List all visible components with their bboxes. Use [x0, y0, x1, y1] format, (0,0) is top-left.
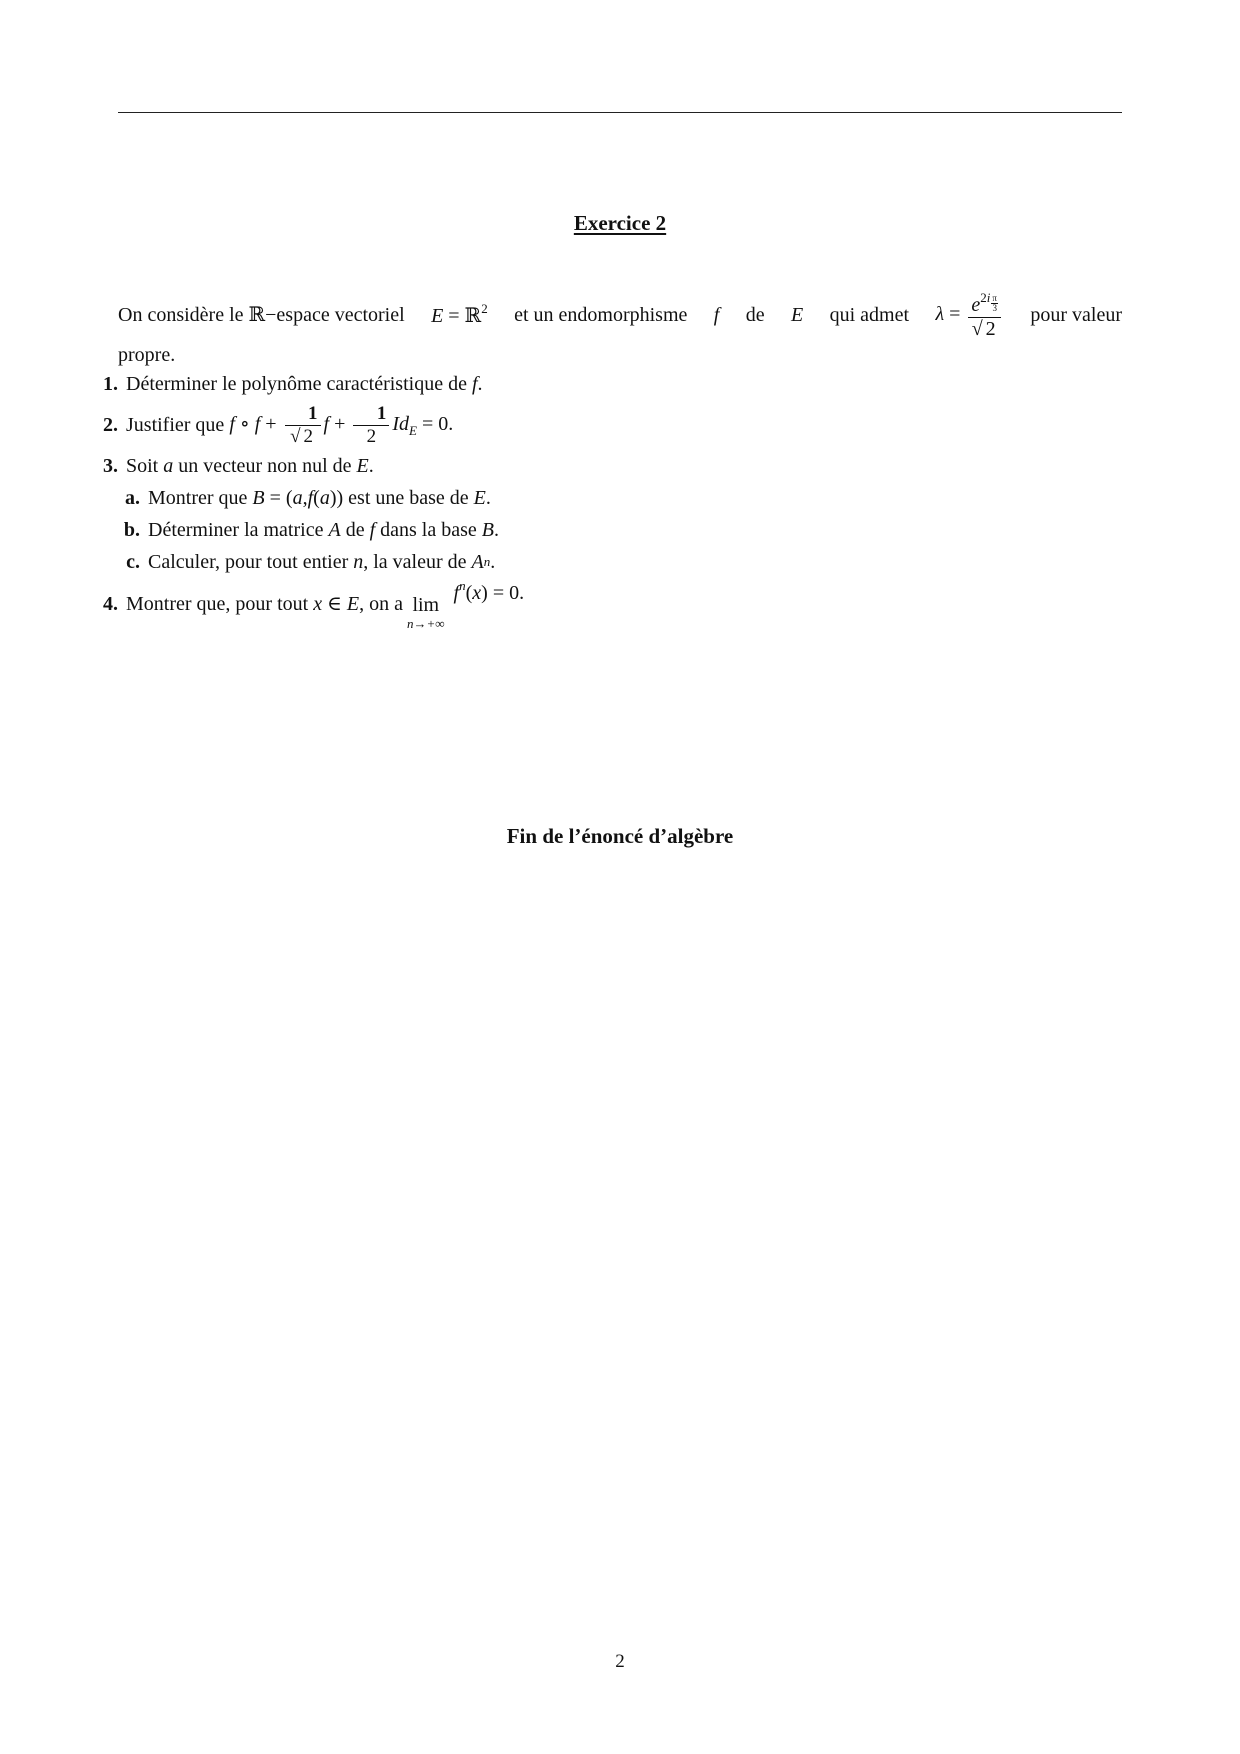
subquestion-text-3: dans la base [380, 519, 477, 541]
intro-text-4: qui admet [829, 304, 910, 326]
subquestion-text: Montrer que [148, 487, 248, 509]
question-text: Soit [126, 455, 159, 477]
intro-paragraph [118, 290, 1122, 368]
subquestion-text-2: de [345, 519, 365, 541]
intro-line-1 [118, 290, 1122, 340]
question-2 [88, 400, 1118, 450]
formula-relation: f ∘ f + $\frac{1}{√ 2}$ f + $\frac{1}{2}$ $Id_E = 0$. [229, 402, 454, 447]
question-text-2: , on a [359, 593, 403, 615]
subquestion-text-2: est une base de [348, 487, 469, 509]
question-number: 2. [103, 414, 118, 436]
question-3: 3. Soit a un vecteur non nul de E . [88, 450, 1118, 482]
intro-text-5: pour valeur [1030, 304, 1122, 326]
question-4: 4. Montrer que, pour tout x ∈ E , on a lim n→+∞ $f^n(x) = 0$. [88, 578, 1118, 630]
question-number: 4. [103, 593, 118, 615]
subquestion-label: b. [123, 519, 140, 541]
subquestion-text: Calculer, pour tout entier [148, 551, 349, 573]
subquestion-label: c. [126, 551, 140, 573]
intro-line-2: propre. [118, 344, 176, 366]
formula-eigenvalue: λ = $e^{2i}$ $\frac{\pi}{3}$ √ 2 [935, 291, 1004, 340]
question-text-2: un vecteur non nul de [178, 455, 352, 477]
formula-space: E = ℝ$^2$ [431, 301, 488, 327]
question-3a: a. Montrer que B = ( a , f ( a )) est une base de E . [88, 482, 1118, 514]
intro-text-1: On considère le ℝ−espace vectoriel [118, 304, 405, 326]
question-number: 3. [103, 455, 118, 477]
subquestion-text: Déterminer la matrice [148, 519, 324, 541]
symbol-E: E [791, 304, 804, 326]
question-text: Justifier que [126, 414, 225, 436]
header-rule [118, 112, 1122, 113]
question-3c: c. Calculer, pour tout entier n , la valeur de A n . [88, 546, 1118, 578]
question-1: 1. Déterminer le polynôme caractéristique de f . [88, 368, 1118, 400]
page-number: 2 [615, 1651, 625, 1672]
end-label: Fin de l’énoncé d’algèbre [506, 824, 734, 848]
question-list [88, 368, 1118, 630]
question-3b: b. Déterminer la matrice A de f dans la base B . [88, 514, 1118, 546]
formula-limit: lim n→+∞ $f^n(x) = 0$. [407, 578, 525, 631]
question-number: 1. [103, 373, 118, 395]
intro-text-3: de [745, 304, 765, 326]
question-text: Montrer que, pour tout [126, 593, 309, 615]
subquestion-label: a. [125, 487, 140, 509]
intro-text-2: et un endomorphisme [514, 304, 688, 326]
exercise-title: Exercice 2 [573, 211, 667, 235]
question-text: Déterminer le polynôme caractéristique de [126, 373, 467, 395]
symbol-f: f [713, 304, 720, 326]
subquestion-text-2: , la valeur de [363, 551, 467, 573]
